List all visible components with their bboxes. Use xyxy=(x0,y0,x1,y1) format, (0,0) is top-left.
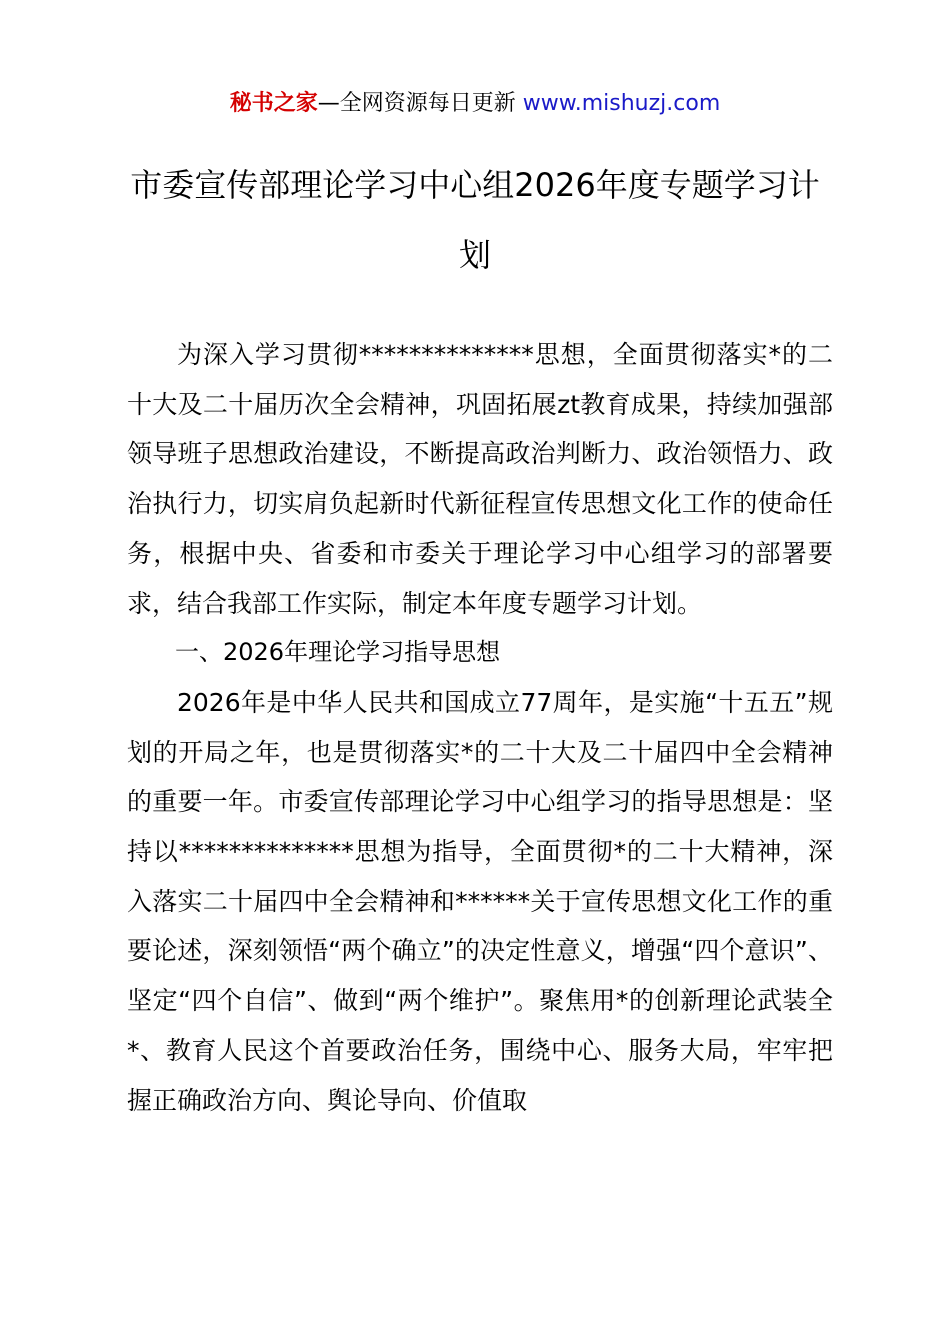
header-tagline: —全网资源每日更新 xyxy=(317,91,523,116)
document-body xyxy=(127,330,833,1125)
document-title: 市委宣传部理论学习中心组2026年度专题学习计划 xyxy=(130,166,820,274)
intro-paragraph: 为深入学习贯彻**************思想，全面贯彻落实*的二十大及二十届历次全会精神，巩固拓展zt教育成果，持续加强部领导班子思想政治建设，不断提高政治判断力、政治领悟力、政治执行力，切实肩负起新时代新征程宣传思想文化工作的使命任务，根据中央、省委和市委关于理论学习中心组学习的部署要求，结合我部工作实际，制定本年度专题学习计划。 xyxy=(127,340,833,618)
site-header xyxy=(0,88,950,120)
site-url-link[interactable]: www.mishuzj.com xyxy=(522,91,721,116)
section-1-paragraph: 2026年是中华人民共和国成立77周年，是实施“十五五”规划的开局之年，也是贯彻落实*的二十大及二十届四中全会精神的重要一年。市委宣传部理论学习中心组学习的指导思想是：坚持以**************思想为指导，全面贯彻*的二十大精神，深入落实二十届四中全会精神和******关于宣传思想文化工作的重要论述，深刻领悟“两个确立”的决定性意义，增强“四个意识”、坚定“四个自信”、做到“两个维护”。聚焦用*的创新理论武装全*、教育人民这个首要政治任务，围绕中心、服务大局，牢牢把握正确政治方向、舆论导向、价值取 xyxy=(127,687,833,1115)
section-1-heading: 一、2026年理论学习指导思想 xyxy=(175,638,501,667)
brand-name: 秘书之家 xyxy=(229,91,318,116)
